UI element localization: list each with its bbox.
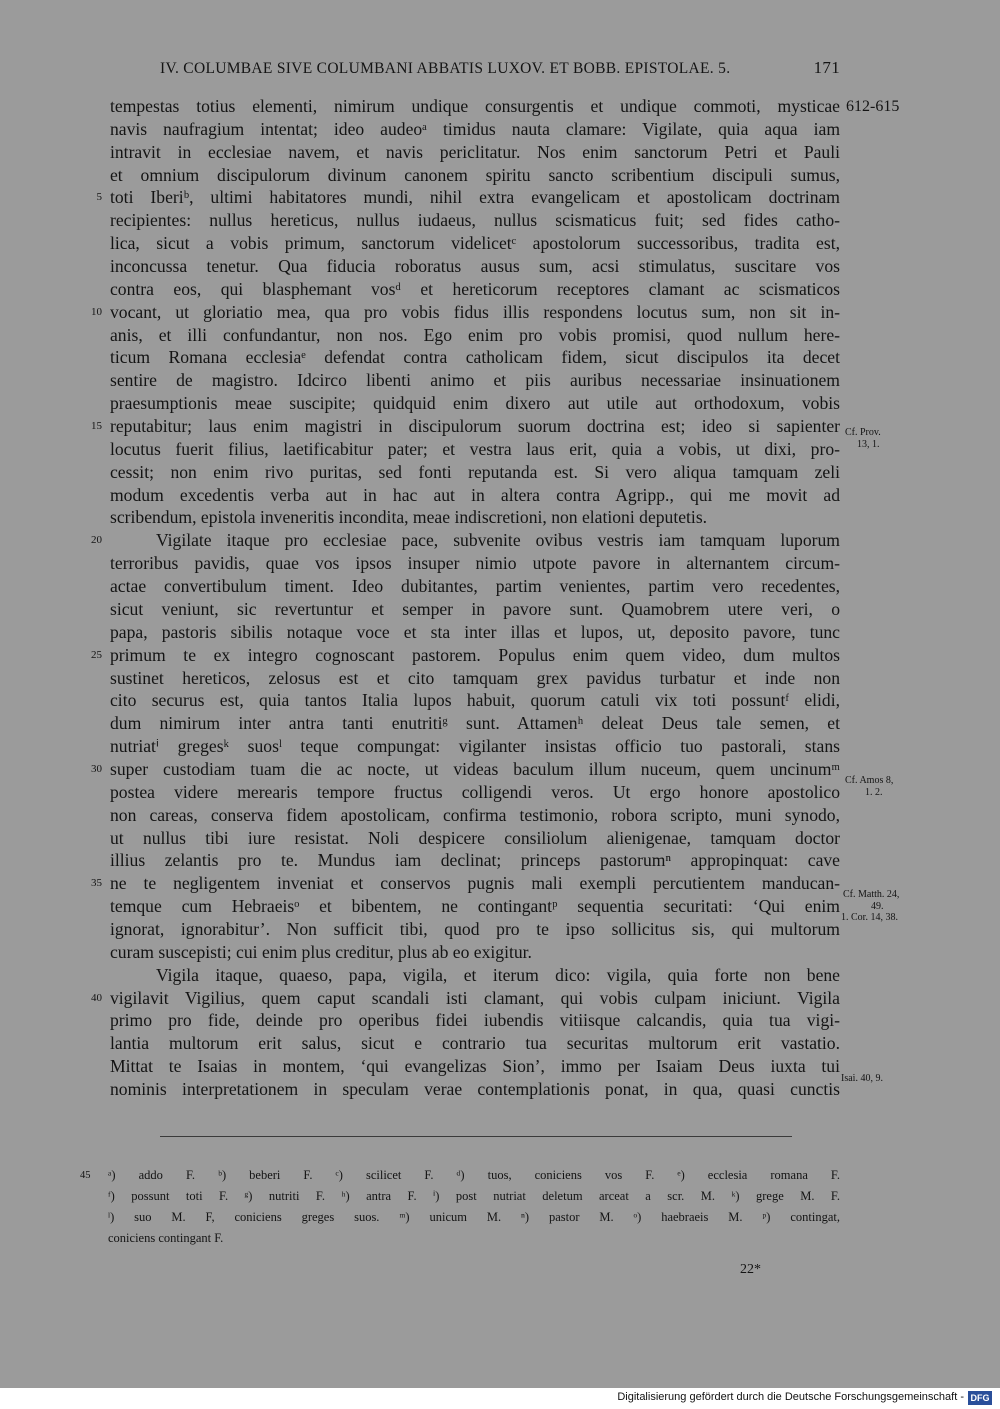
line-number: 35 [91,877,102,890]
text-line: super custodiam tuam die ac nocte, ut videas baculum illum nuceum, quem uncinumᵐ [110,758,840,779]
text-line: scribendum, epistola inveneritis incondita, meae indiscretioni, non elationi deputetis. [110,507,708,528]
line-number: 30 [91,762,102,775]
footer-credit: Digitalisierung gefördert durch die Deutsche Forschungsgemeinschaft - [617,1391,964,1403]
margin-date: 612-615 [846,98,900,115]
text-line: locutus fuerit filius, laetificabitur pater; et vestra laus erit, quia a vobis, ut dixi, pro- [110,438,840,459]
text-line: tempestas totius elementi, nimirum undique consurgentis et undique commoti, mysticae [110,96,840,116]
footnote-line: ᶠ) possunt toti F. ᵍ) nutriti F. ʰ) antra F. ⁱ) post nutriat deletum arceat a scr. M. ᵏ) grege M. F. [108,1189,840,1203]
text-line: navis naufragium intentat; ideo audeoᵃ timidus nauta clamare: Vigilate, quia aqua iam [110,118,840,139]
text-line: cito securus est, quia tantos Italia lupos habuit, quorum catuli vix toti possuntᶠ elidi, [110,690,840,711]
line-number: 25 [91,648,102,661]
dfg-logo: DFG [968,1391,992,1405]
text-line: actae convertibulum timent. Ideo dubitantes, partim venientes, partim vero recedentes, [110,576,840,597]
margin-note-amos: Cf. Amos 8, 1. 2. [845,775,894,798]
text-line: vigilavit Vigilius, quem caput scandali isti clamant, qui vobis culpam iniciunt. Vigila [110,987,840,1008]
text-line: ignorat, ignorabitur’. Non sufficit tibi, quod pro te ipso sollicitus sis, qui multorum [110,918,840,939]
footnote-line: ᵃ) addo F. ᵇ) beberi F. ᶜ) scilicet F. ᵈ) tuos, coniciens vos F. ᵉ) ecclesia romana F. [108,1168,840,1182]
text-line: lica, sicut a vobis primum, sanctorum videlicetᶜ apostolorum successoribus, tradita est, [110,233,840,254]
text-line: reputabitur; laus enim magistri in discipulorum suorum doctrina est; ideo si sapienter [110,416,840,437]
margin-note-cor: 1. Cor. 14, 38. [841,912,898,923]
text-line: lantia multorum erit salus, sicut e contrario tua securitas multorum erit vastatio. [110,1033,840,1054]
text-line: ne te negligentem inveniat et conservos pugnis mali exempli percutientem manducan- [110,873,840,894]
text-line: sicut veniunt, sic revertuntur et semper in pavore sunt. Quamobrem utere veri, o [110,598,840,619]
text-line: non careas, conserva fidem apostolicam, confirma testimonio, robora scripto, muni synodo, [110,804,840,825]
text-line: Vigila itaque, quaeso, papa, vigila, et iterum dico: vigila, quia forte non bene [156,964,840,985]
text-line: sentire de magistro. Idcirco libenti animo et piis auribus necessariae insinuationem [110,370,840,391]
footnote-line: ˡ) suo M. F, coniciens greges suos. ᵐ) unicum M. ⁿ) pastor M. ᵒ) haebraeis M. ᵖ) contingat, [108,1210,840,1224]
text-line: illius zelantis pro te. Mundus iam declinat; princeps pastorumⁿ appropinquat: cave [110,850,840,871]
footnotes [80,1165,840,1249]
text-line: terroribus pavidis, quae vos ipsos insuper nimio utpote pavore in alternantem circum- [110,553,840,574]
line-number: 10 [91,305,102,318]
text-line: temque cum Hebraeisᵒ et bibentem, ne contingantᵖ sequentia securitati: ‘Qui enim [110,896,840,917]
line-number: 15 [91,420,102,433]
footnote-line-number: 45 [80,1170,91,1181]
margin-note-matth: Cf. Matth. 24, 49. [843,889,900,912]
text-line: modum excedentis verba aut in hac aut in altera contra Agripp., qui me movit ad [110,484,840,505]
signature-mark: 22* [740,1262,761,1277]
text-line: curam suscepisti; cui enim plus creditur, plus ab eo exigitur. [110,941,532,962]
text-line: anis, et illi confundantur, non nos. Ego enim pro vobis promisi, quod nullum here- [110,324,840,345]
running-title: IV. COLUMBAE SIVE COLUMBANI ABBATIS LUXOV. ET BOBB. EPISTOLAE. 5. [160,60,731,77]
footnote-rule [160,1136,792,1137]
text-line: recipientes: nullus hereticus, nullus iudaeus, nullus scismaticus fuit; sed fides catho- [110,210,840,231]
text-line: praesumptionis meae suscipite; quidquid enim dixero aut utile aut orthodoxum, vobis [110,393,840,414]
text-line: nutriatⁱ gregesᵏ suosˡ teque compungat: vigilanter insistas officio tuo pastorali, stans [110,736,840,757]
margin-note-isai: Isai. 40, 9. [841,1073,883,1084]
text-line: postea videre merearis tempore fructus colligendi veros. Ut ergo honore apostolico [110,781,840,802]
text-line: dum nimirum inter antra tanti enutritiᵍ sunt. Attamenʰ deleat Deus tale semen, et [110,713,840,734]
text-line: et omnium discipulorum divinum canonem spiritu sancto scribentium discipuli sumus, [110,164,840,185]
footer-bar [0,1388,1000,1409]
text-line: nominis interpretationem in speculam verae contemplationis ponat, in qua, quasi cunctis [110,1078,840,1099]
text-line: inconcussa tenetur. Qua fiducia roboratus ausus sum, acsi stimulatus, suscitare vos [110,256,840,277]
page-number: 171 [813,58,840,77]
footnote-line: coniciens contingant F. [108,1231,224,1245]
text-line: intravit in ecclesiae navem, et navis periclitatur. Nos enim sanctorum Petri et Pauli [110,141,840,162]
text-line: papa, pastoris sibilis notaque voce et sta inter illas et lupos, ut, deposito pavore, tunc [110,621,840,642]
running-header [160,60,840,78]
text-line: Vigilate itaque pro ecclesiae pace, subvenite ovibus vestris iam tamquam luporum [156,530,840,551]
margin-note-prov: Cf. Prov. 13, 1. [845,427,881,450]
line-number: 20 [91,534,102,547]
line-number: 40 [91,991,102,1004]
text-line: primum te ex integro cognoscant pastorem. Populus enim quem video, dum multos [110,644,840,665]
text-line: ticum Romana ecclesiaᵉ defendat contra catholicam fidem, sicut discipulos ita decet [110,347,840,368]
text-line: ut nullus tibi iure resistat. Noli despicere consiliolum alienigenae, tamquam doctor [110,827,840,848]
text-line: cessit; non enim rivo puritas, sed fonti reputanda est. Si vero aliqua tamquam zeli [110,461,840,482]
line-number: 5 [96,191,102,204]
text-line: contra eos, qui blasphemant vosᵈ et hereticorum receptores clamant ac scismaticos [110,278,840,299]
text-line: primo pro fide, deinde pro operibus fidei iubendis vitiisque calcandis, quia tua vigi- [110,1010,840,1031]
text-line: Mittat te Isaias in montem, ‘qui evangelizas Sion’, immo per Isaiam Deus iuxta tui [110,1056,840,1077]
text-line: toti Iberiᵇ, ultimi habitatores mundi, nihil extra evangelicam et apostolicam doctrinam [110,187,840,208]
text-line: vocant, ut gloriatio mea, qua pro vobis fidus illis respondens locutus sum, non sit in- [110,301,840,322]
text-line: sustinet hereticos, zelosus est et cito tamquam grex pavidus turbatur et inde non [110,667,840,688]
